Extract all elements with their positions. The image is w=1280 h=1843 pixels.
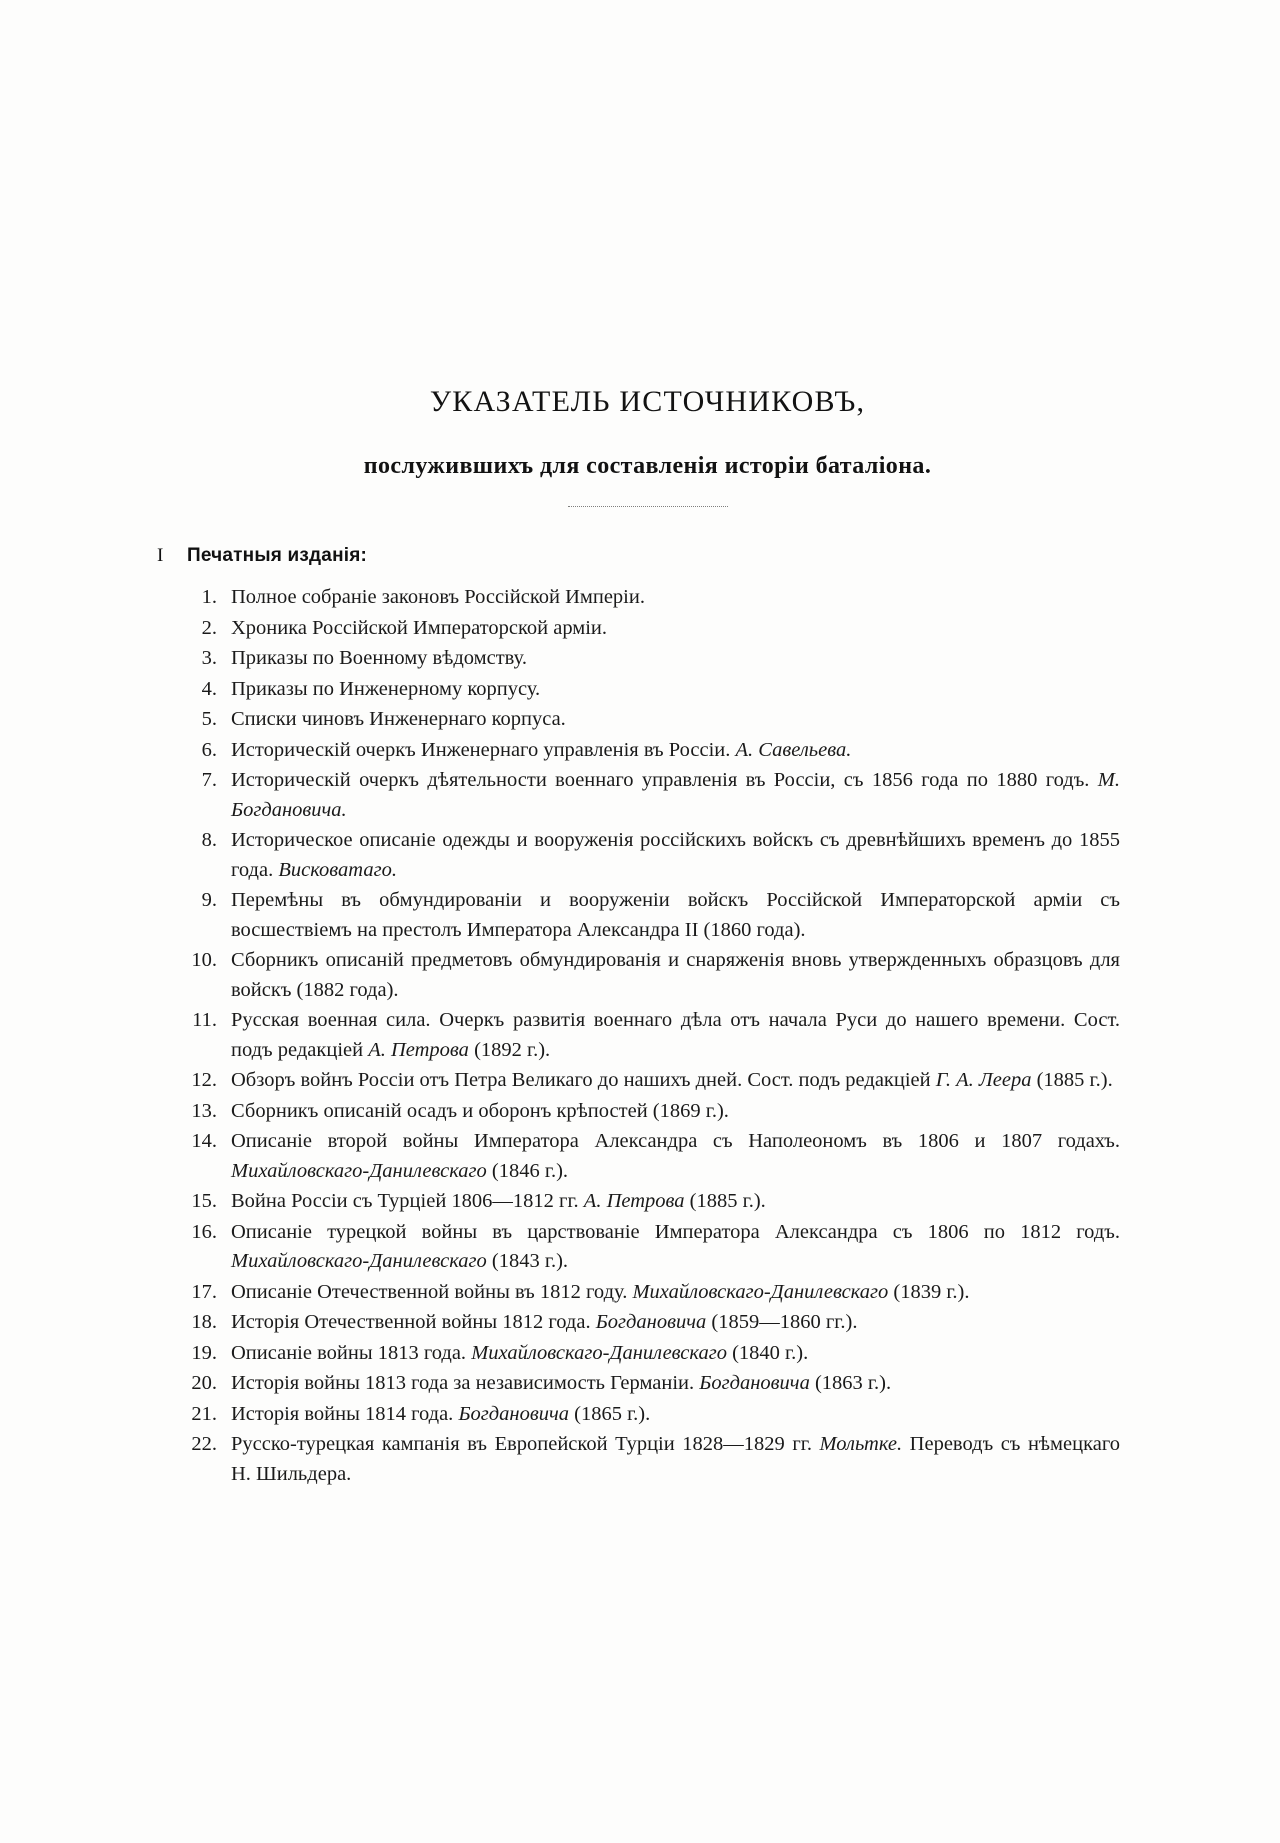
list-item-text (231, 1278, 1120, 1308)
list-item-text (231, 675, 1120, 705)
list-item-number: 22. (191, 1433, 217, 1456)
list-item-number: 8. (201, 829, 217, 852)
list-item-year: (1892 г.). (468, 1038, 551, 1061)
list-item-year: (1839 г.). (888, 1280, 970, 1303)
list-item-number: 13. (191, 1099, 217, 1122)
list-item-number: 16. (191, 1220, 217, 1243)
page-title: УКАЗАТЕЛЬ ИСТОЧНИКОВЪ, (429, 385, 866, 418)
list-item-author: А. Петрова (368, 1038, 469, 1061)
list-item-title: Исторія Отечественной войны 1812 года. (231, 1311, 596, 1334)
list-item-year: (1865 г.). (569, 1402, 651, 1425)
list-item-number: 9. (201, 889, 217, 912)
list-item-title: Сборникъ описаній предметовъ обмундированія и снаряженія вновь утвержденныхъ образцовъ для войскъ (1882 года). (231, 949, 1120, 1001)
list-item-author: А. Петрова (583, 1190, 685, 1213)
list-item-number: 19. (191, 1341, 217, 1364)
list-item (175, 705, 1120, 735)
list-item-title: Исторія войны 1814 года. (231, 1402, 459, 1425)
list-item-number: 1. (201, 586, 217, 608)
list-item-year: (1859—1860 гг.). (706, 1311, 858, 1334)
list-item-text (231, 1218, 1120, 1277)
list-item-text (231, 1097, 1120, 1127)
list-item-number: 14. (191, 1130, 217, 1153)
list-item (175, 1097, 1120, 1127)
list-item-year: (1885 г.). (1031, 1069, 1113, 1092)
list-item (175, 1308, 1120, 1338)
list-item-number: 10. (191, 949, 217, 972)
list-item-text (231, 614, 1120, 644)
list-item-text (231, 1339, 1120, 1369)
list-item-number: 21. (191, 1402, 217, 1425)
list-item-number: 7. (201, 769, 217, 792)
list-item-text (231, 1308, 1120, 1338)
list-item-year: Переводъ съ нѣмецкаго Н. Шильдера. (231, 1433, 1120, 1485)
list-item (175, 1430, 1120, 1489)
list-item-author: Михайловскаго-Данилевскаго (632, 1280, 889, 1303)
list-item-author: Мольтке. (819, 1433, 903, 1456)
list-item-author: Г. А. Леера (935, 1069, 1032, 1092)
list-item-number: 3. (201, 647, 217, 670)
list-item (175, 1006, 1120, 1065)
list-item-title: Историческое описаніе одежды и вооруженія россійскихъ войскъ съ древнѣйшихъ временъ до 1855 года. (231, 829, 1120, 881)
list-item-number: 17. (191, 1280, 217, 1303)
list-item (175, 1400, 1120, 1430)
list-item-author: Михайловскаго-Данилевскаго (231, 1250, 487, 1273)
list-item-title: Списки чиновъ Инженернаго корпуса. (231, 708, 566, 731)
list-item (175, 1066, 1120, 1096)
section-heading (157, 545, 1120, 567)
section-numeral: I (157, 545, 164, 566)
list-item-text (231, 946, 1120, 1005)
list-item (175, 766, 1120, 825)
list-item-text (231, 826, 1120, 885)
list-item (175, 946, 1120, 1005)
list-item-title: Обзоръ войнъ Россіи отъ Петра Великаго до нашихъ дней. Сост. подъ редакціей (231, 1069, 936, 1092)
list-item-year: (1885 г.). (684, 1190, 766, 1213)
list-item-text (231, 1369, 1120, 1399)
list-item (175, 1369, 1120, 1399)
list-item-text (231, 1006, 1120, 1065)
list-item (175, 644, 1120, 674)
list-item-title: Описаніе войны 1813 года. (231, 1341, 472, 1364)
list-item-text (231, 736, 1120, 766)
list-item-number: 11. (192, 1009, 217, 1032)
list-item-text (231, 766, 1120, 825)
list-item-author: Михайловскаго-Данилевскаго (231, 1159, 487, 1182)
list-item-author: Богдановича (458, 1402, 569, 1425)
list-item-title: Русская военная сила. Очеркъ развитія военнаго дѣла отъ начала Руси до нашего времени. Сост. подъ редакціей (231, 1009, 1120, 1061)
list-item-year: (1840 г.). (726, 1341, 809, 1364)
list-item-title: Историческій очеркъ Инженернаго управленія въ Россіи. (231, 738, 736, 761)
list-item-title: Перемѣны въ обмундированіи и вооруженіи войскъ Россійской Императорской арміи съ восшествіемъ на престолъ Императора Александра II (1860 года). (231, 889, 1120, 941)
list-item-number: 20. (191, 1372, 217, 1395)
list-item (175, 675, 1120, 705)
list-item-text (231, 1400, 1120, 1430)
list-item-author: Михайловскаго-Данилевскаго (471, 1341, 727, 1364)
list-item (175, 583, 1120, 613)
list-item-year: (1846 г.). (486, 1159, 569, 1182)
list-item-title: Полное собраніе законовъ Россійской Имперіи. (231, 586, 645, 608)
list-item-title: Приказы по Военному вѣдомству. (231, 647, 527, 670)
list-item (175, 886, 1120, 945)
list-item (175, 1187, 1120, 1217)
list-item-text (231, 583, 1120, 613)
sources-list (175, 583, 1120, 1489)
list-item-number: 18. (191, 1311, 217, 1334)
list-item-text (231, 1127, 1120, 1186)
list-item-year: (1843 г.). (486, 1250, 569, 1273)
list-item-author: М. Богдановича. (231, 769, 1120, 821)
title-divider (568, 506, 728, 507)
list-item-number: 6. (201, 738, 217, 761)
list-item (175, 1127, 1120, 1186)
list-item-title: Сборникъ описаній осадъ и оборонъ крѣпостей (1869 г.). (231, 1099, 729, 1122)
list-item-author: Висковатаго. (278, 858, 397, 881)
list-item-title: Описаніе Отечественной войны въ 1812 году. (231, 1280, 633, 1303)
list-item-number: 12. (191, 1069, 217, 1092)
list-item-title: Русско-турецкая кампанія въ Европейской Турціи 1828—1829 гг. (231, 1433, 820, 1456)
list-item-text (231, 705, 1120, 735)
list-item (175, 826, 1120, 885)
list-item-number: 2. (201, 616, 217, 639)
list-item (175, 1278, 1120, 1308)
list-item (175, 1339, 1120, 1369)
list-item-number: 4. (201, 677, 217, 700)
list-item-text (231, 886, 1120, 945)
list-item-text (231, 1066, 1120, 1096)
list-item-text (231, 1187, 1120, 1217)
list-item-title: Приказы по Инженерному корпусу. (231, 677, 541, 700)
list-item-text (231, 1430, 1120, 1489)
list-item-author: Богдановича (595, 1311, 707, 1334)
list-item-author: Богдановича (699, 1372, 810, 1395)
list-item-number: 15. (191, 1190, 217, 1213)
list-item-title: Хроника Россійской Императорской арміи. (231, 616, 608, 639)
list-item-title: Описаніе второй войны Императора Александра съ Наполеономъ въ 1806 и 1807 годахъ. (231, 1130, 1120, 1153)
document-body (157, 385, 1120, 1490)
list-item-number: 5. (201, 708, 217, 731)
page-subtitle: послужившихъ для составленія исторіи баталіона. (363, 453, 932, 479)
list-item-year: (1863 г.). (809, 1372, 892, 1395)
list-item-author: А. Савельева. (735, 738, 852, 761)
list-item (175, 614, 1120, 644)
list-item-title: Описаніе турецкой войны въ царствованіе Императора Александра съ 1806 по 1812 годъ. (231, 1220, 1120, 1243)
list-item (175, 736, 1120, 766)
section-heading-label: Печатныя изданія: (187, 545, 368, 566)
list-item-text (231, 644, 1120, 674)
list-item-title: Историческій очеркъ дѣятельности военнаго управленія въ Россіи, съ 1856 года по 1880 годъ. (231, 769, 1098, 792)
list-item-title: Война Россіи съ Турціей 1806—1812 гг. (231, 1190, 584, 1213)
list-item (175, 1218, 1120, 1277)
list-item-title: Исторія войны 1813 года за независимость Германіи. (231, 1372, 700, 1395)
